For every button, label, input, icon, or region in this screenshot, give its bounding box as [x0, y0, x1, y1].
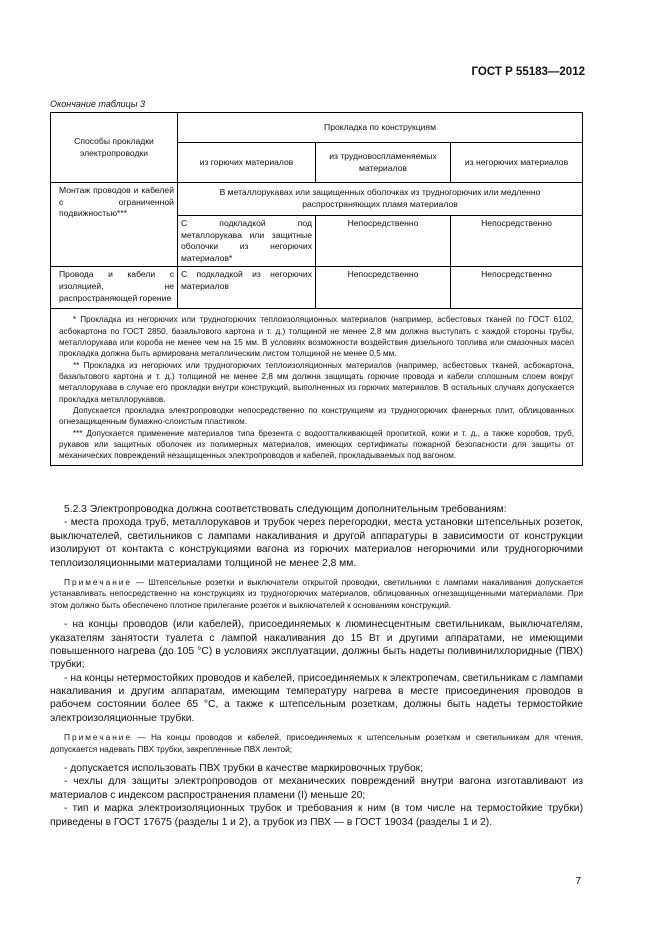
table-footnotes [51, 309, 583, 466]
row2-noncombustible: Непосредственно [451, 216, 583, 267]
list-item: - места прохода труб, металлорукавов и трубок через перегородки, места установки штепсельных розеток, выключателей, светильников с лампами накаливания и другой аппаратуры в зависимости от конструкции изолируют от контакта с конструкциями вагона из горючих материалов негорючими или трудногорючими теплоизоляционными материалами толщиной не менее 2,8 мм. [50, 517, 583, 569]
col-header-group: Прокладка по конструкциям [178, 113, 583, 143]
list-item: - допускается использовать ПВХ трубки в качестве маркировочных трубок; [64, 763, 424, 775]
note-text: — На концы проводов и кабелей, присоединяемых к штепсельным розеткам и светильникам для чтения, допускается надевать ПВХ трубки, закрепленные ПВХ лентой; [50, 732, 583, 754]
row2-hard: Непосредственно [316, 216, 451, 267]
note-1 [50, 577, 583, 611]
footnote-3: *** Допускается применение материалов типа брезента с водоотталкивающей пропиткой, кожи и т. д., а также коробов, труб, рукавов или защитных оболочек из полимерных материалов, имеющих сертификаты пожарной безопасности для защиты от механических повреждений незащищенных электропроводов и кабелей, прокладываемых под вагоном. [59, 428, 575, 461]
row1-method: Монтаж проводов и кабелей с ограниченной подвижностью*** [51, 183, 178, 267]
page-number: 7 [575, 876, 581, 887]
note-text: — Штепсельные розетки и выключатели открытой проводки, светильники с лампами накаливания допускается устанавливать непосредственно на конструкциях из трудногорючих материалов, облицованных огнезащищенными материалами. При этом должно быть обеспечено плотное прилегание розеток и выключателей к основаниям конструкций. [50, 576, 583, 610]
list-item: - чехлы для защиты электропроводов от механических повреждений внутри вагона изготавливают из материалов с индексом распространения пламени (I) меньше 20; [50, 776, 583, 801]
row2-combustible: С подкладкой под металлорукава или защитные оболочки из негорючих материалов* [178, 216, 316, 267]
body-text [50, 503, 583, 829]
list-item: - тип и марка электроизоляционных трубок и требования к ним (в том числе на термостойкие трубки) приведены в ГОСТ 17675 (разделы 1 и 2), а трубок из ПВХ — в ГОСТ 19034 (разделы 1 и 2). [50, 803, 583, 828]
note-2 [50, 732, 583, 755]
row3-combustible: С подкладкой из негорючих материалов [178, 267, 316, 309]
col-header-methods: Способы прокладки электропроводки [51, 113, 178, 183]
footnote-2: ** Прокладка из негорючих или трудногорючих теплоизоляционных материалов (например, асбестовых тканей, асбокартона, базальтового картона и т. д.) толщиной не менее 2,8 мм должна защищать горючие провода и кабели сплошным слоем вокруг металлорукава в случае его прокладки внутри конструкций, выполненных из горючих материалов. В остальных случаях допускается прокладка металлорукавов. [59, 360, 575, 404]
row3-method: Провода и кабели с изоляцией, не распространяющей горение [51, 267, 178, 309]
row3-hard: Непосредственно [316, 267, 451, 309]
note-label: Примечание [64, 732, 133, 743]
list-item: - на концы нетермостойких проводов и кабелей, присоединяемых к электропечам, светильникам с лампами накаливания и другим аппаратам, имеющим температуру нагрева в месте присоединения проводов в рабочем состоянии более 65 °С, а также к штепсельным розеткам, должны быть надеты термостойкие электроизоляционные трубки. [50, 672, 583, 724]
footnote-1: * Прокладка из негорючих или трудногорючих теплоизоляционных материалов (например, асбестовых тканей по ГОСТ 6102, асбокартона по ГОСТ 2850, базальтового картона и т. д.) толщиной не менее 2,8 мм должна выступать с каждой стороны трубы, металлорукава или короба не менее чем на 15 мм. В условиях возможности воздействия дизельного топлива или смазочных масел прокладка должна быть армирована металлическим листом толщиной не менее 0,5 мм. [59, 315, 575, 359]
col-header-combustible: из горючих материалов [178, 143, 316, 183]
row1-span: В металлорукавах или защищенных оболочках из трудногорючих или медленно распространяющих пламя материалов [178, 183, 583, 216]
document-code: ГОСТ Р 55183—2012 [471, 66, 585, 78]
clause-5-2-3: 5.2.3 Электропроводка должна соответствовать следующим дополнительным требованиям: [64, 504, 507, 515]
col-header-hard-flammable: из трудновоспламеняемых материалов [316, 143, 451, 183]
table-caption: Окончание таблицы 3 [50, 99, 145, 109]
col-header-noncombustible: из негорючих материалов [451, 143, 583, 183]
wiring-table [50, 112, 583, 466]
row3-noncombustible: Непосредственно [451, 267, 583, 309]
footnote-2-addendum: Допускается прокладка электропроводки непосредственно по конструкциям из трудногорючих фанерных плит, облицованных огнезащищенным бумажно-слоистым пластиком. [59, 405, 575, 427]
note-label: Примечание [64, 576, 133, 587]
list-item: - на концы проводов (или кабелей), присоединяемых к люминесцентным светильникам, выключателям, указателям занятости туалета с лампой накаливания до 15 Вт и другими аппаратами, не имеющими повышенного нагрева (до 105 °С) в условиях эксплуатации, должны быть надеты поливинилхлоридные (ПВХ) трубки; [50, 619, 583, 671]
